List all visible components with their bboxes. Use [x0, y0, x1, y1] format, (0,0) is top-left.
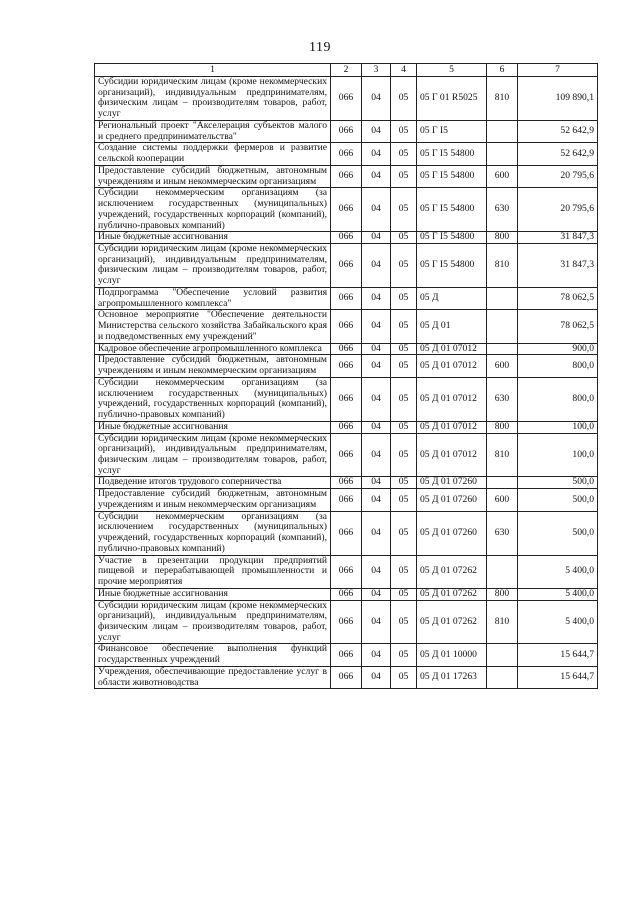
ved-code-cell: 066 — [331, 244, 362, 288]
expense-type-cell — [487, 287, 518, 309]
ved-code-cell: 066 — [331, 310, 362, 343]
amount-cell: 800,0 — [518, 355, 598, 377]
target-article-cell: 05 Г I5 54800 — [417, 165, 487, 187]
ved-code-cell: 066 — [331, 489, 362, 511]
ved-code-cell: 066 — [331, 355, 362, 377]
section-code-cell: 04 — [362, 511, 391, 555]
ved-code-cell: 066 — [331, 120, 362, 142]
ved-code-cell: 066 — [331, 555, 362, 588]
table-row — [95, 77, 598, 121]
row-name-cell: Учреждения, обеспечивающие предоставление услуг в области животноводства — [95, 666, 331, 688]
section-code-cell: 04 — [362, 77, 391, 121]
expense-type-cell: 600 — [487, 489, 518, 511]
table-row — [95, 489, 598, 511]
table-row — [95, 355, 598, 377]
subsection-code-cell: 05 — [391, 666, 417, 688]
ved-code-cell: 066 — [331, 188, 362, 232]
section-code-cell: 04 — [362, 421, 391, 433]
subsection-code-cell: 05 — [391, 355, 417, 377]
column-header: 4 — [391, 64, 417, 77]
expense-type-cell: 630 — [487, 377, 518, 421]
amount-cell: 100,0 — [518, 433, 598, 477]
amount-cell: 78 062,5 — [518, 310, 598, 343]
section-code-cell: 04 — [362, 666, 391, 688]
section-code-cell: 04 — [362, 232, 391, 244]
section-code-cell: 04 — [362, 287, 391, 309]
row-name-cell: Региональный проект "Акселерация субъектов малого и среднего предпринимательства" — [95, 120, 331, 142]
row-name-cell: Участие в презентации продукции предприятий пищевой и перерабатывающей промышленности и прочие мероприятия — [95, 555, 331, 588]
amount-cell: 52 642,9 — [518, 143, 598, 165]
amount-cell: 5 400,0 — [518, 588, 598, 600]
target-article-cell: 05 Г I5 54800 — [417, 244, 487, 288]
target-article-cell: 05 Г 01 R5025 — [417, 77, 487, 121]
table-row — [95, 165, 598, 187]
table-row — [95, 310, 598, 343]
target-article-cell: 05 Д 01 07262 — [417, 600, 487, 644]
amount-cell: 100,0 — [518, 421, 598, 433]
section-code-cell: 04 — [362, 588, 391, 600]
expense-type-cell — [487, 120, 518, 142]
amount-cell: 5 400,0 — [518, 600, 598, 644]
target-article-cell: 05 Д 01 10000 — [417, 644, 487, 666]
column-header: 6 — [487, 64, 518, 77]
section-code-cell: 04 — [362, 433, 391, 477]
expense-type-cell — [487, 343, 518, 355]
target-article-cell: 05 Д 01 07012 — [417, 421, 487, 433]
expense-type-cell: 810 — [487, 244, 518, 288]
expense-type-cell — [487, 555, 518, 588]
row-name-cell: Финансовое обеспечение выполнения функций государственных учреждений — [95, 644, 331, 666]
row-name-cell: Субсидии некоммерческим организациям (за исключением государственных (муниципальных) учреждений, государственных корпораций (компаний), публично-правовых компаний) — [95, 188, 331, 232]
ved-code-cell: 066 — [331, 477, 362, 489]
table-row — [95, 343, 598, 355]
column-header: 7 — [518, 64, 598, 77]
amount-cell: 500,0 — [518, 477, 598, 489]
amount-cell: 900,0 — [518, 343, 598, 355]
row-name-cell: Субсидии юридическим лицам (кроме некоммерческих организаций), индивидуальным предпринимателям, физическим лицам – производителям товаров, работ, услуг — [95, 433, 331, 477]
subsection-code-cell: 05 — [391, 588, 417, 600]
table-row — [95, 666, 598, 688]
ved-code-cell: 066 — [331, 666, 362, 688]
row-name-cell: Предоставление субсидий бюджетным, автономным учреждениям и иным некоммерческим организациям — [95, 355, 331, 377]
expense-type-cell: 600 — [487, 355, 518, 377]
subsection-code-cell: 05 — [391, 120, 417, 142]
row-name-cell: Субсидии юридическим лицам (кроме некоммерческих организаций), индивидуальным предпринимателям, физическим лицам – производителям товаров, работ, услуг — [95, 600, 331, 644]
ved-code-cell: 066 — [331, 511, 362, 555]
row-name-cell: Подпрограмма "Обеспечение условий развития агропромышленного комплекса" — [95, 287, 331, 309]
amount-cell: 31 847,3 — [518, 232, 598, 244]
target-article-cell: 05 Д 01 07012 — [417, 343, 487, 355]
section-code-cell: 04 — [362, 477, 391, 489]
expense-type-cell: 630 — [487, 188, 518, 232]
expense-type-cell: 800 — [487, 588, 518, 600]
ved-code-cell: 066 — [331, 421, 362, 433]
ved-code-cell: 066 — [331, 600, 362, 644]
expense-type-cell — [487, 143, 518, 165]
table-header-row — [95, 64, 598, 77]
subsection-code-cell: 05 — [391, 433, 417, 477]
amount-cell: 15 644,7 — [518, 644, 598, 666]
page-number: 119 — [309, 40, 331, 55]
amount-cell: 78 062,5 — [518, 287, 598, 309]
expense-type-cell: 810 — [487, 600, 518, 644]
row-name-cell: Иные бюджетные ассигнования — [95, 588, 331, 600]
amount-cell: 500,0 — [518, 511, 598, 555]
table-row — [95, 421, 598, 433]
row-name-cell: Субсидии некоммерческим организациям (за исключением государственных (муниципальных) учреждений, государственных корпораций (компаний), публично-правовых компаний) — [95, 511, 331, 555]
table-row — [95, 287, 598, 309]
subsection-code-cell: 05 — [391, 600, 417, 644]
row-name-cell: Кадровое обеспечение агропромышленного комплекса — [95, 343, 331, 355]
section-code-cell: 04 — [362, 489, 391, 511]
subsection-code-cell: 05 — [391, 644, 417, 666]
section-code-cell: 04 — [362, 310, 391, 343]
ved-code-cell: 066 — [331, 588, 362, 600]
amount-cell: 800,0 — [518, 377, 598, 421]
row-name-cell: Субсидии юридическим лицам (кроме некоммерческих организаций), индивидуальным предпринимателям, физическим лицам – производителям товаров, работ, услуг — [95, 77, 331, 121]
ved-code-cell: 066 — [331, 377, 362, 421]
target-article-cell: 05 Г I5 54800 — [417, 188, 487, 232]
target-article-cell: 05 Д 01 17263 — [417, 666, 487, 688]
subsection-code-cell: 05 — [391, 287, 417, 309]
expense-type-cell: 810 — [487, 433, 518, 477]
subsection-code-cell: 05 — [391, 343, 417, 355]
ved-code-cell: 066 — [331, 232, 362, 244]
table-row — [95, 477, 598, 489]
table-row — [95, 644, 598, 666]
subsection-code-cell: 05 — [391, 143, 417, 165]
table-row — [95, 188, 598, 232]
subsection-code-cell: 05 — [391, 310, 417, 343]
amount-cell: 20 795,6 — [518, 188, 598, 232]
expense-type-cell: 800 — [487, 421, 518, 433]
expense-type-cell: 630 — [487, 511, 518, 555]
ved-code-cell: 066 — [331, 287, 362, 309]
target-article-cell: 05 Д 01 07012 — [417, 377, 487, 421]
amount-cell: 52 642,9 — [518, 120, 598, 142]
expense-type-cell: 800 — [487, 232, 518, 244]
table-row — [95, 120, 598, 142]
expense-type-cell — [487, 644, 518, 666]
table-row — [95, 232, 598, 244]
amount-cell: 31 847,3 — [518, 244, 598, 288]
row-name-cell: Субсидии юридическим лицам (кроме некоммерческих организаций), индивидуальным предпринимателям, физическим лицам – производителям товаров, работ, услуг — [95, 244, 331, 288]
table-row — [95, 244, 598, 288]
table-row — [95, 511, 598, 555]
subsection-code-cell: 05 — [391, 421, 417, 433]
budget-table — [94, 63, 598, 689]
row-name-cell: Иные бюджетные ассигнования — [95, 421, 331, 433]
row-name-cell: Создание системы поддержки фермеров и развитие сельской кооперации — [95, 143, 331, 165]
amount-cell: 5 400,0 — [518, 555, 598, 588]
row-name-cell: Иные бюджетные ассигнования — [95, 232, 331, 244]
subsection-code-cell: 05 — [391, 511, 417, 555]
ved-code-cell: 066 — [331, 77, 362, 121]
ved-code-cell: 066 — [331, 165, 362, 187]
row-name-cell: Основное мероприятие "Обеспечение деятельности Министерства сельского хозяйства Забайкальского края и подведомственных ему учреждений" — [95, 310, 331, 343]
target-article-cell: 05 Г I5 54800 — [417, 143, 487, 165]
expense-type-cell: 600 — [487, 165, 518, 187]
section-code-cell: 04 — [362, 600, 391, 644]
section-code-cell: 04 — [362, 165, 391, 187]
section-code-cell: 04 — [362, 355, 391, 377]
target-article-cell: 05 Д 01 07012 — [417, 355, 487, 377]
target-article-cell: 05 Д 01 07260 — [417, 477, 487, 489]
column-header: 3 — [362, 64, 391, 77]
section-code-cell: 04 — [362, 377, 391, 421]
target-article-cell: 05 Д 01 — [417, 310, 487, 343]
row-name-cell: Субсидии некоммерческим организациям (за исключением государственных (муниципальных) учреждений, государственных корпораций (компаний), публично-правовых компаний) — [95, 377, 331, 421]
target-article-cell: 05 Д — [417, 287, 487, 309]
table-row — [95, 555, 598, 588]
target-article-cell: 05 Д 01 07262 — [417, 555, 487, 588]
subsection-code-cell: 05 — [391, 77, 417, 121]
ved-code-cell: 066 — [331, 143, 362, 165]
subsection-code-cell: 05 — [391, 489, 417, 511]
expense-type-cell — [487, 477, 518, 489]
row-name-cell: Предоставление субсидий бюджетным, автономным учреждениям и иным некоммерческим организациям — [95, 489, 331, 511]
section-code-cell: 04 — [362, 343, 391, 355]
amount-cell: 20 795,6 — [518, 165, 598, 187]
table-row — [95, 377, 598, 421]
amount-cell: 500,0 — [518, 489, 598, 511]
subsection-code-cell: 05 — [391, 555, 417, 588]
ved-code-cell: 066 — [331, 343, 362, 355]
row-name-cell: Подведение итогов трудового соперничества — [95, 477, 331, 489]
ved-code-cell: 066 — [331, 433, 362, 477]
section-code-cell: 04 — [362, 143, 391, 165]
expense-type-cell — [487, 310, 518, 343]
target-article-cell: 05 Г I5 — [417, 120, 487, 142]
subsection-code-cell: 05 — [391, 244, 417, 288]
column-header: 1 — [95, 64, 331, 77]
target-article-cell: 05 Г I5 54800 — [417, 232, 487, 244]
section-code-cell: 04 — [362, 188, 391, 232]
ved-code-cell: 066 — [331, 644, 362, 666]
target-article-cell: 05 Д 01 07260 — [417, 511, 487, 555]
subsection-code-cell: 05 — [391, 165, 417, 187]
table-row — [95, 600, 598, 644]
table-row — [95, 588, 598, 600]
expense-type-cell: 810 — [487, 77, 518, 121]
target-article-cell: 05 Д 01 07260 — [417, 489, 487, 511]
amount-cell: 15 644,7 — [518, 666, 598, 688]
target-article-cell: 05 Д 01 07262 — [417, 588, 487, 600]
section-code-cell: 04 — [362, 120, 391, 142]
table-row — [95, 143, 598, 165]
section-code-cell: 04 — [362, 555, 391, 588]
amount-cell: 109 890,1 — [518, 77, 598, 121]
section-code-cell: 04 — [362, 244, 391, 288]
column-header: 5 — [417, 64, 487, 77]
target-article-cell: 05 Д 01 07012 — [417, 433, 487, 477]
subsection-code-cell: 05 — [391, 188, 417, 232]
subsection-code-cell: 05 — [391, 477, 417, 489]
column-header: 2 — [331, 64, 362, 77]
row-name-cell: Предоставление субсидий бюджетным, автономным учреждениям и иным некоммерческим организациям — [95, 165, 331, 187]
subsection-code-cell: 05 — [391, 232, 417, 244]
table-row — [95, 433, 598, 477]
subsection-code-cell: 05 — [391, 377, 417, 421]
section-code-cell: 04 — [362, 644, 391, 666]
expense-type-cell — [487, 666, 518, 688]
